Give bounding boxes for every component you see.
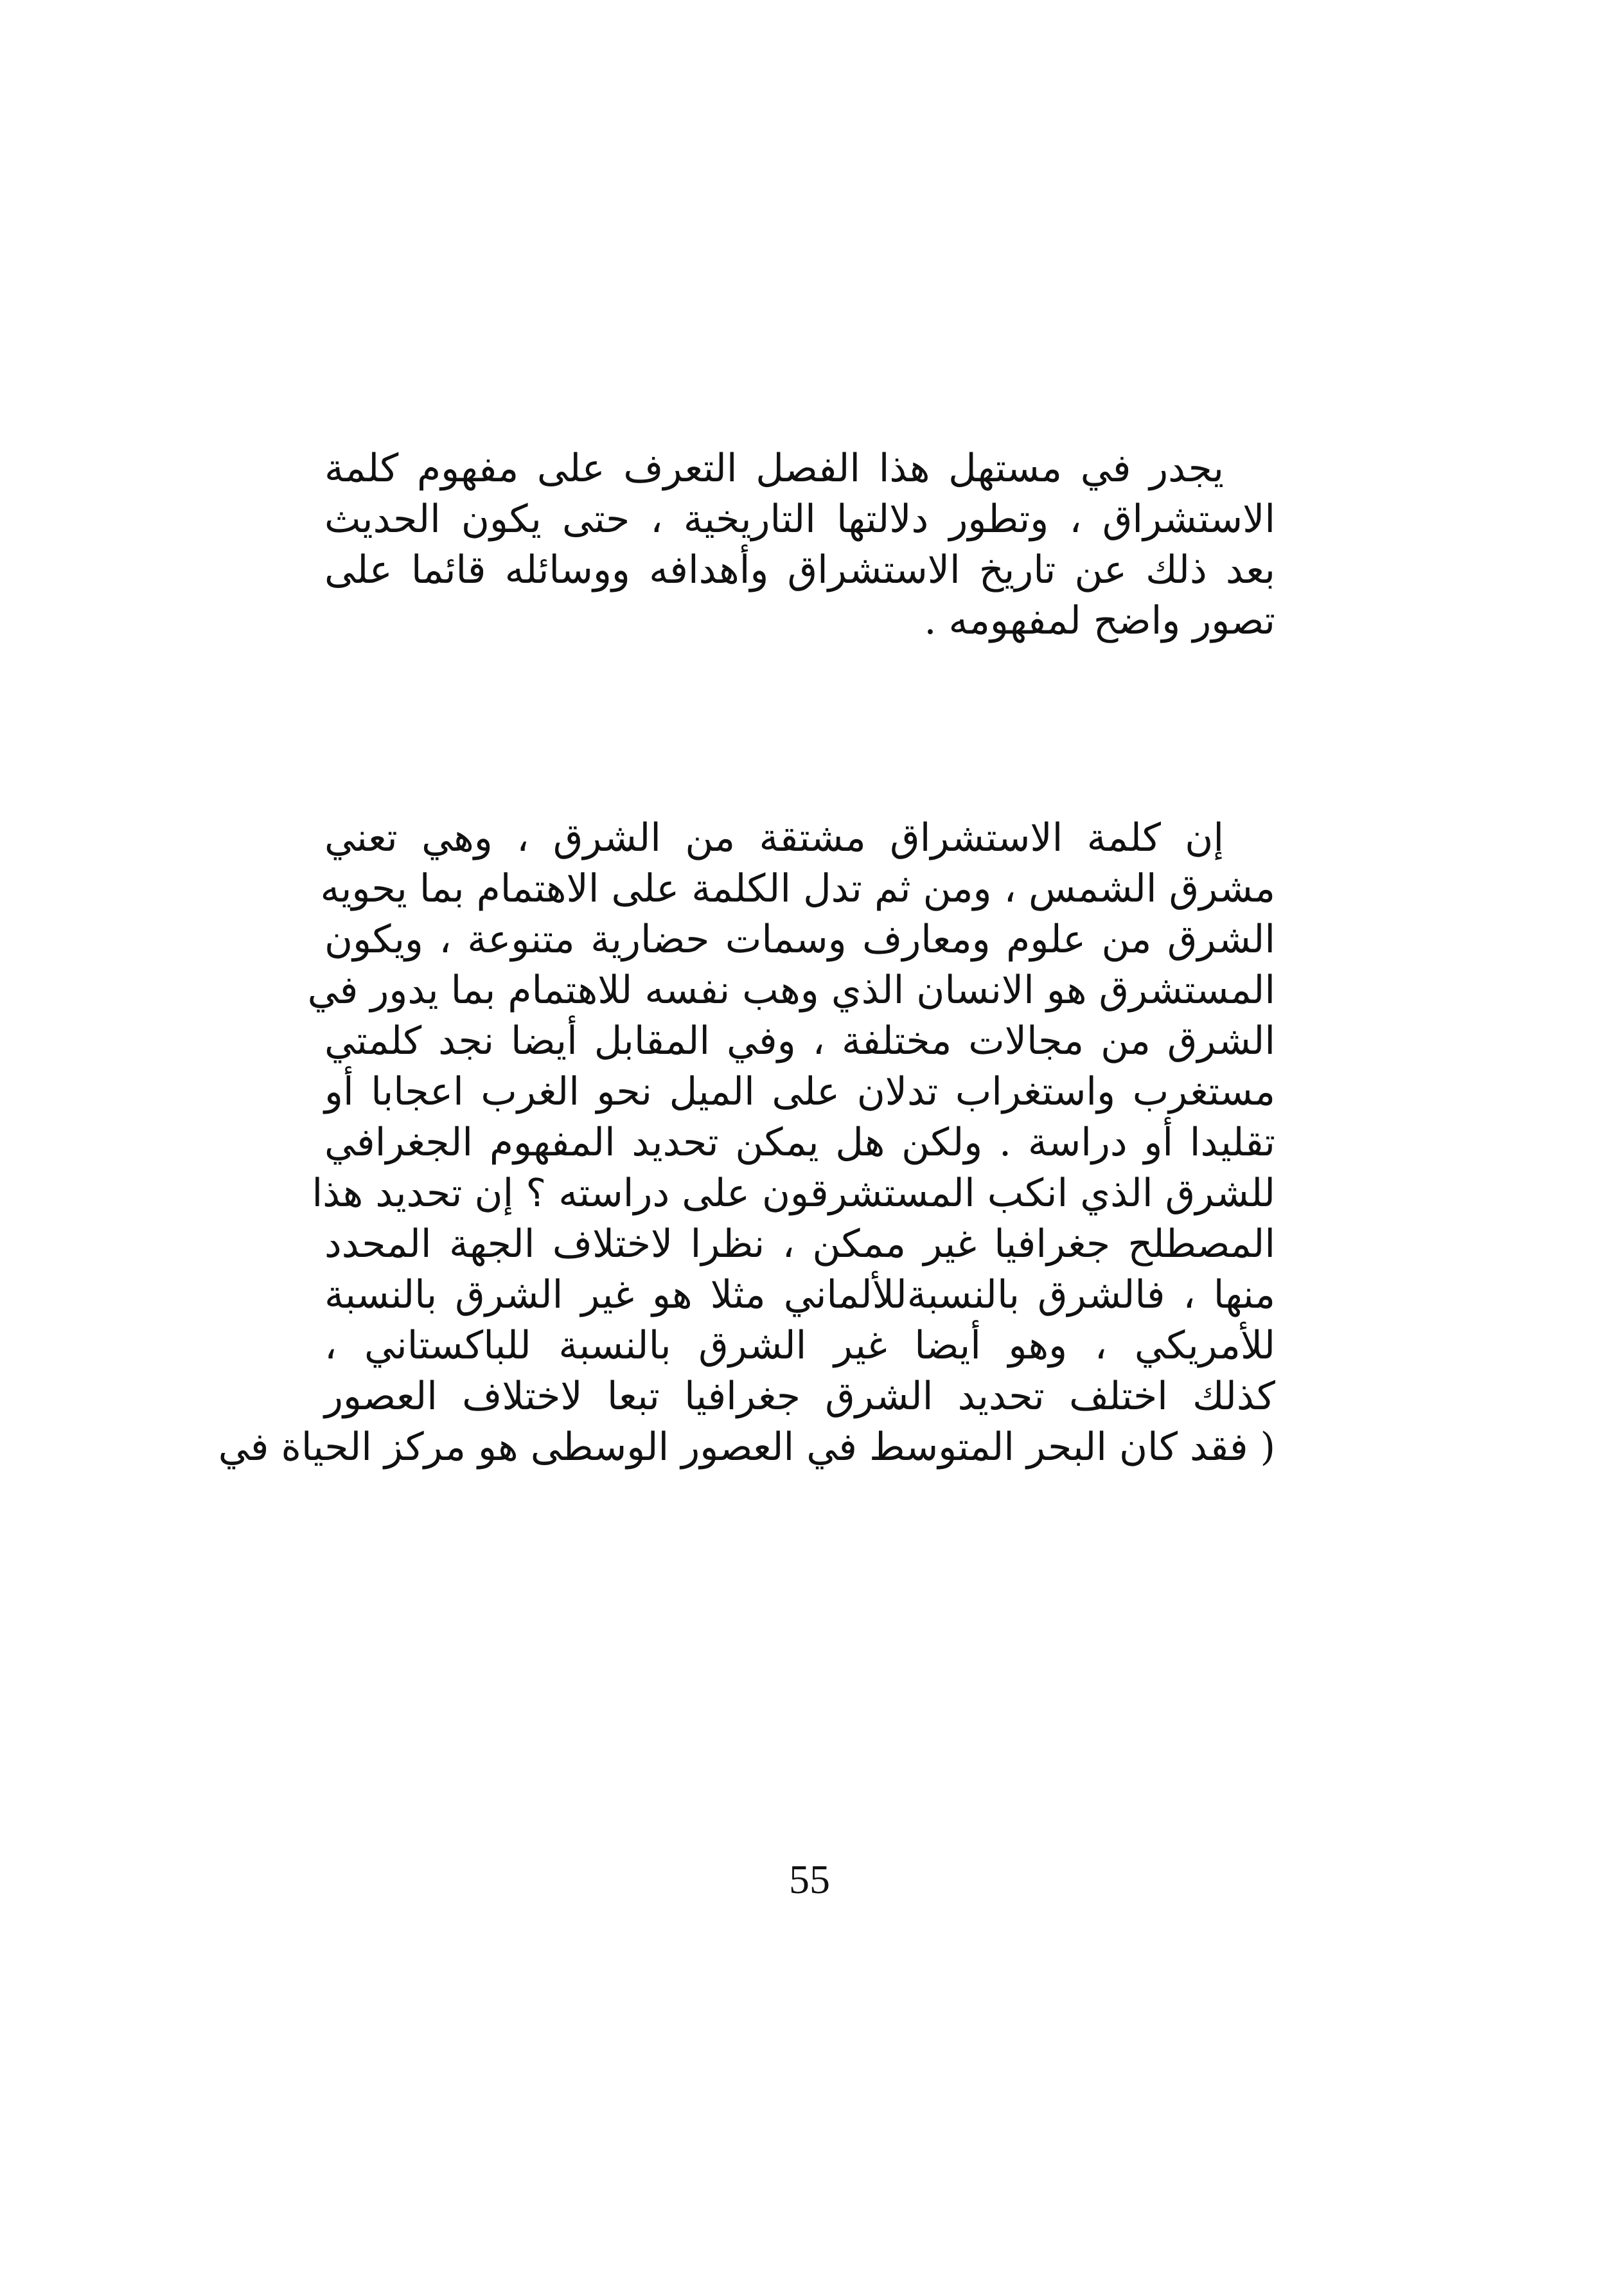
paragraph-line: الاستشراق ، وتطور دلالتها التاريخية ، حتى يكون الحديث [324,497,1275,542]
paragraph-line: كذلك اختلف تحديد الشرق جغرافيا تبعا لاختلاف العصور [324,1374,1275,1419]
paragraph-line: للشرق الذي انكب المستشرقون على دراسته ؟ إن تحديد هذا [312,1171,1275,1216]
paragraph-line: ( فقد كان البحر المتوسط في العصور الوسطى هو مركز الحياة في [218,1425,1275,1470]
paragraph-line: إن كلمة الاستشراق مشتقة من الشرق ، وهي تعني [324,815,1224,860]
paragraph-line: للأمريكي ، وهو أيضا غير الشرق بالنسبة للباكستاني ، [324,1323,1275,1368]
paragraph-line: منها ، فالشرق بالنسبةللألماني مثلا هو غير الشرق بالنسبة [324,1272,1275,1317]
paragraph-line: مستغرب واستغراب تدلان على الميل نحو الغرب اعجابا أو [324,1069,1275,1114]
page-number: 55 [789,1856,830,1902]
paragraph-line: تصور واضح لمفهومه . [924,598,1275,643]
paragraph-line: المصطلح جغرافيا غير ممكن ، نظرا لاختلاف الجهة المحدد [324,1222,1275,1267]
paragraph-definition [218,813,1275,1473]
paragraph-intro [324,443,1275,646]
paragraph-line: المستشرق هو الانسان الذي وهب نفسه للاهتمام بما يدور في [307,968,1275,1013]
paragraph-line: مشرق الشمس ، ومن ثم تدل الكلمة على الاهتمام بما يحويه [320,866,1275,911]
paragraph-line: يجدر في مستهل هذا الفصل التعرف على مفهوم كلمة [324,446,1224,491]
paragraph-line: الشرق من علوم ومعارف وسمات حضارية متنوعة ، ويكون [324,917,1275,962]
paragraph-line: بعد ذلك عن تاريخ الاستشراق وأهدافه ووسائله قائما على [324,547,1275,592]
paragraph-line: الشرق من مجالات مختلفة ، وفي المقابل أيضا نجد كلمتي [324,1019,1275,1063]
paragraph-line: تقليدا أو دراسة . ولكن هل يمكن تحديد المفهوم الجغرافي [324,1120,1275,1165]
